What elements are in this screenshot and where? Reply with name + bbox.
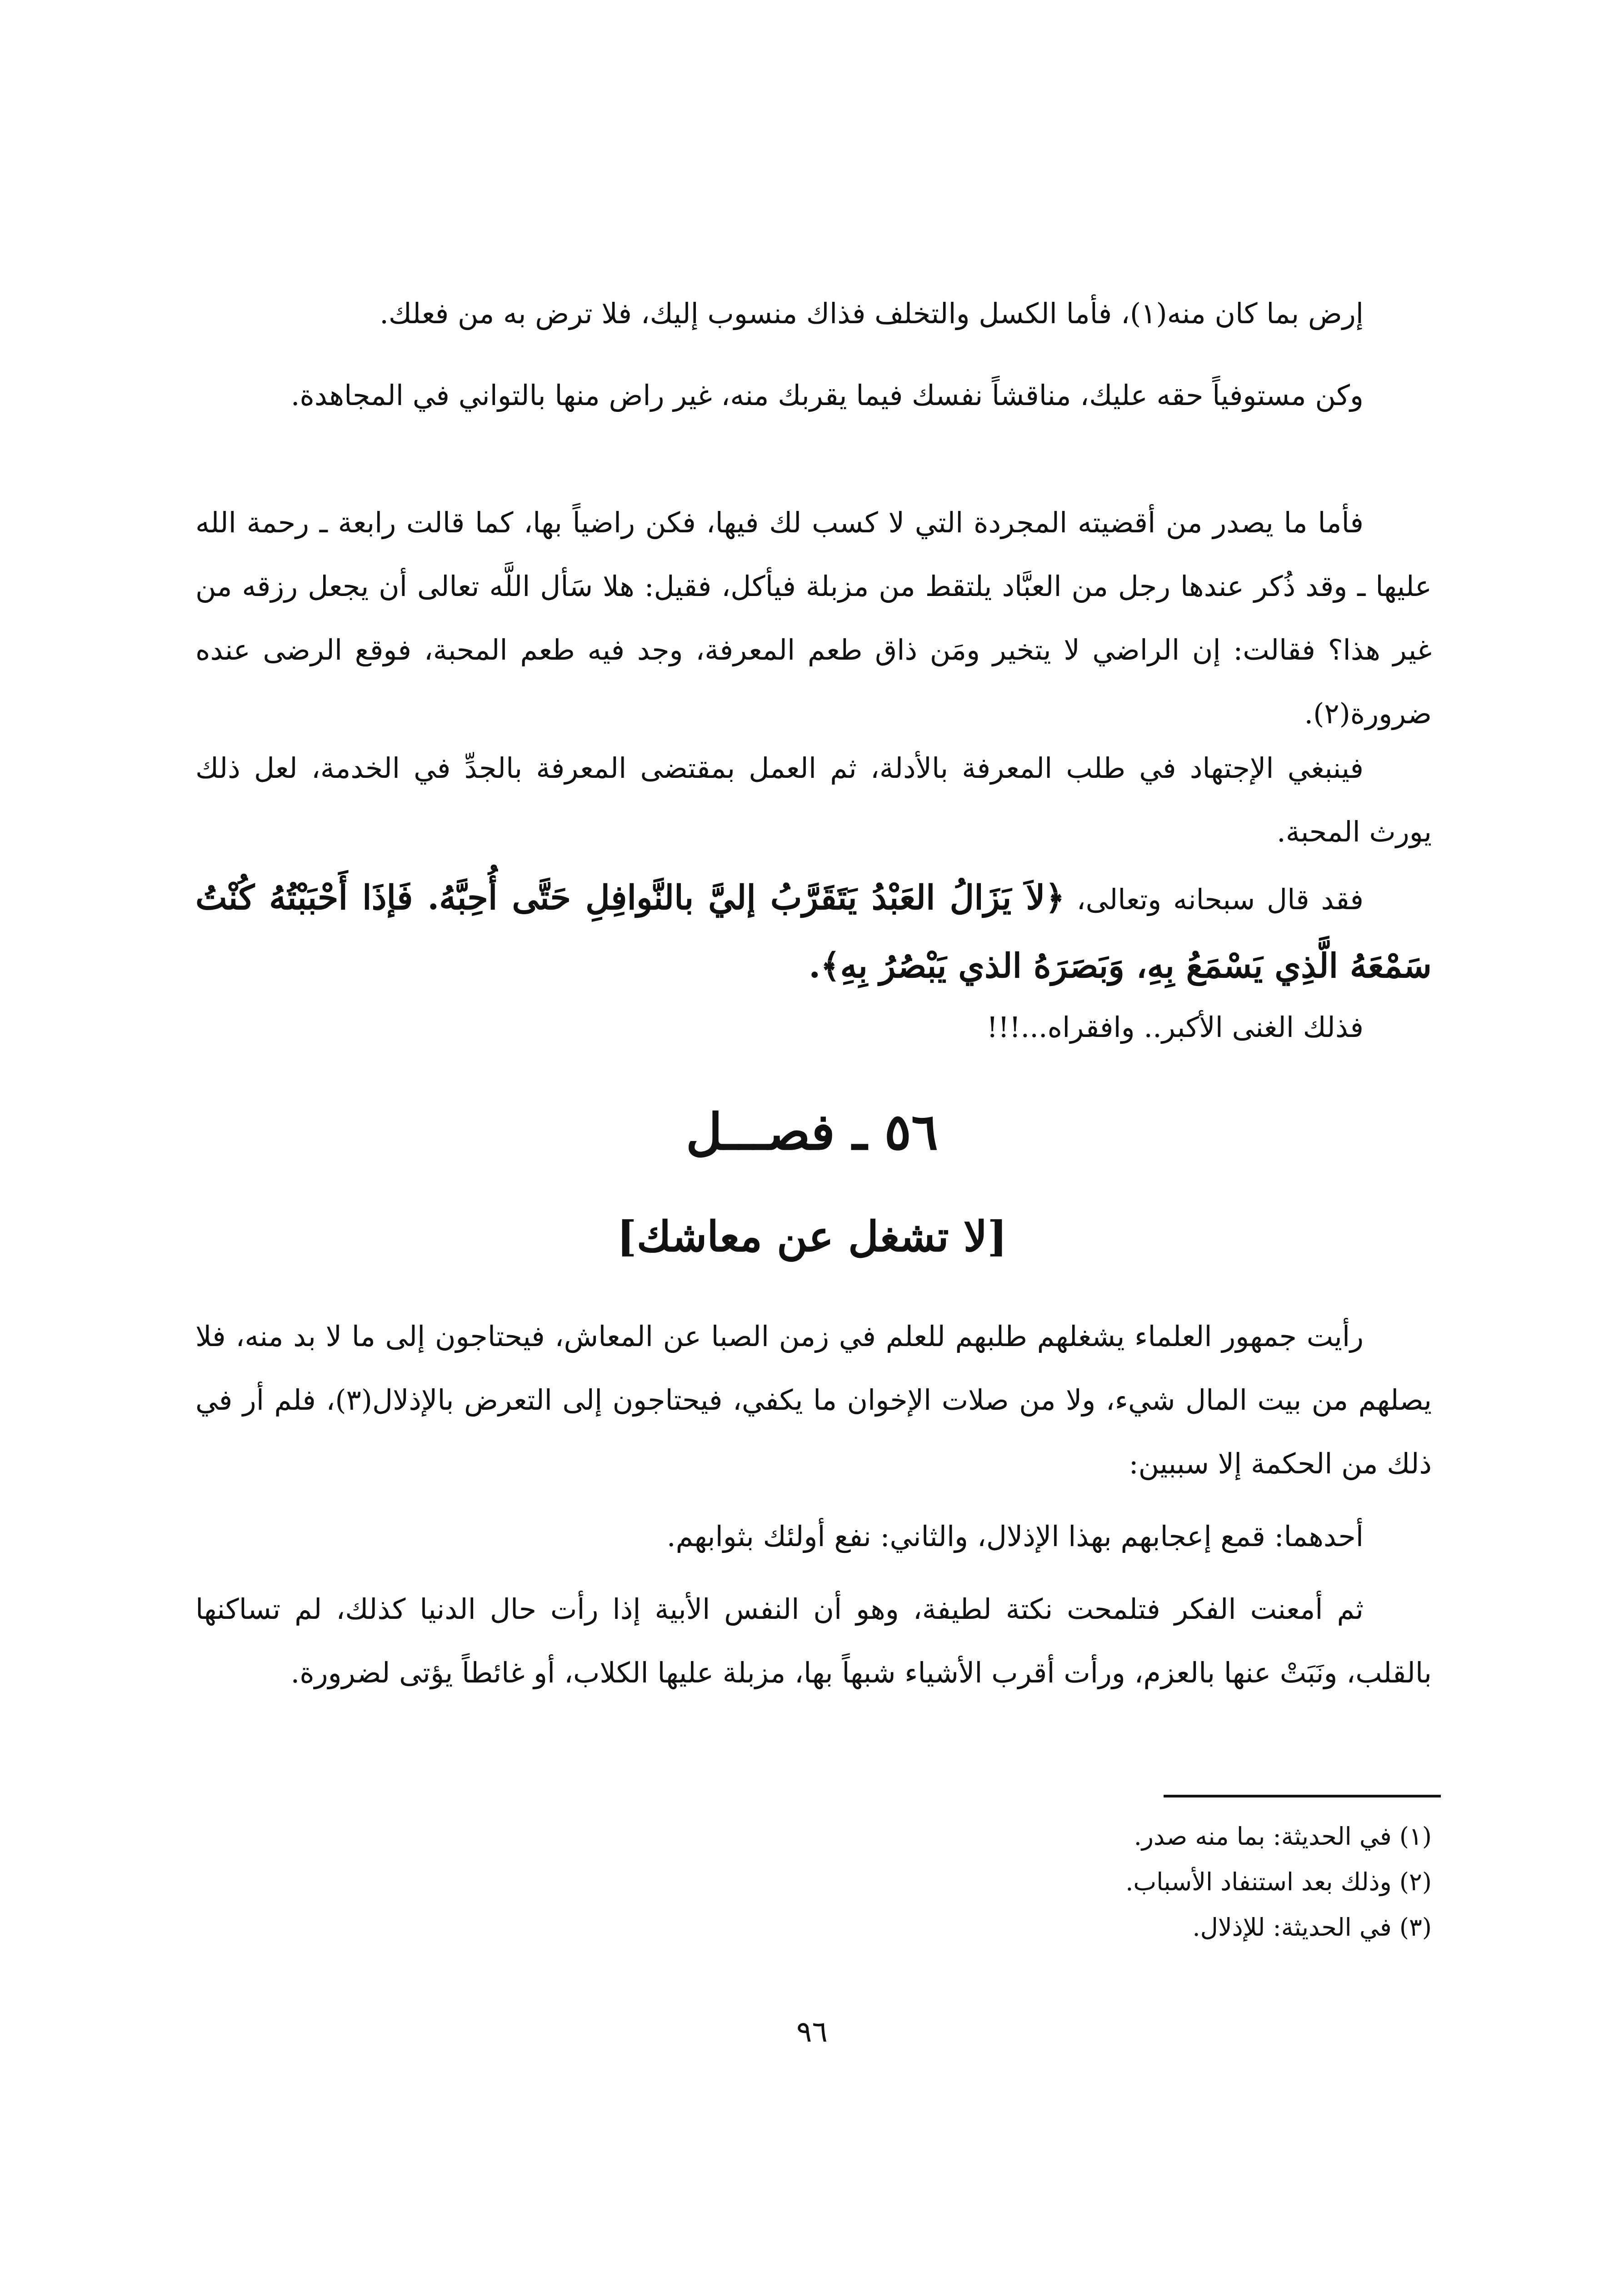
- footnote-1: (١) في الحديثة: بما منه صدر.: [1134, 1822, 1432, 1851]
- section-title: [لا تشغل عن معاشك]: [617, 1212, 1007, 1261]
- paragraph-1-text: إرض بما كان منه(١)، فأما الكسل والتخلف فذاك منسوب إليك، فلا ترض به من فعلك.: [380, 297, 1364, 330]
- footnote-3: (٣) في الحديثة: للإذلال.: [1192, 1913, 1432, 1942]
- quote-intro: فقد قال سبحانه وتعالى،: [1076, 883, 1364, 916]
- paragraph-2: [195, 364, 1432, 427]
- hadith-quote: ﴿لاَ يَزَالُ العَبْدُ يَتَقَرَّبُ إليَّ بالنَّوافِلِ حَتَّى أُحِبَّهُ. فَإذَا أَحْبَبْتُهُ كُنْتُ سَمْعَهُ الَّذِي يَسْمَعُ بِهِ، وَبَصَرَهُ الذي يَبْصُرُ بِهِ﴾.: [195, 878, 1432, 986]
- section-heading: ٥٦ ـ فصـــل: [686, 1102, 938, 1161]
- footnote-2: (٢) وذلك بعد استنفاد الأسباب.: [1125, 1867, 1432, 1896]
- section-paragraph-1-text: رأيت جمهور العلماء يشغلهم طلبهم للعلم في زمن الصبا عن المعاش، فيحتاجون إلى ما لا بد منه، فلا يصلهم من بيت المال شيء، ولا من صلات الإخوان ما يكفي، فيحتاجون إلى التعرض بالإذلال(٣)، فلم أر في ذلك من الحكمة إلا سببين:: [195, 1320, 1432, 1480]
- section-paragraph-2: [195, 1505, 1432, 1568]
- paragraph-2-text: وكن مستوفياً حقه عليك، مناقشاً نفسك فيما يقربك منه، غير راض منها بالتواني في المجاهدة.: [290, 379, 1364, 412]
- section-paragraph-3-text: ثم أمعنت الفكر فتلمحت نكتة لطيفة، وهو أن النفس الأبية إذا رأت حال الدنيا كذلك، لم تساكنها بالقلب، ونَبَتْ عنها بالعزم، ورأت أقرب الأشياء شبهاً بها، مزبلة عليها الكلاب، أو غائطاً يؤتى لضرورة.: [195, 1592, 1432, 1689]
- closing-line-text: فذلك الغنى الأكبر.. وافقراه...!!!: [986, 1011, 1364, 1044]
- paragraph-3: [195, 491, 1432, 746]
- section-paragraph-1: [195, 1305, 1432, 1496]
- closing-line: [195, 996, 1432, 1059]
- footnotes: [195, 1814, 1432, 1950]
- page-number: ٩٦: [796, 2015, 828, 2049]
- quote-paragraph: [195, 864, 1432, 1000]
- footnote-divider: [1164, 1795, 1441, 1797]
- section-paragraph-2-text: أحدهما: قمع إعجابهم بهذا الإذلال، والثاني: نفع أولئك بثوابهم.: [666, 1520, 1364, 1553]
- paragraph-3-text: فأما ما يصدر من أقضيته المجردة التي لا كسب لك فيها، فكن راضياً بها، كما قالت رابعة ـ رحمة الله عليها ـ وقد ذُكر عندها رجل من العبَّاد يلتقط من مزبلة فيأكل، فقيل: هلا سَأل اللَّه تعالى أن يجعل رزقه من غير هذا؟ فقالت: إن الراضي لا يتخير ومَن ذاق طعم المعرفة، وجد فيه طعم المحبة، فوقع الرضى عنده ضرورة(٢).: [195, 506, 1432, 730]
- paragraph-4: [195, 736, 1432, 864]
- paragraph-4-text: فينبغي الإجتهاد في طلب المعرفة بالأدلة، ثم العمل بمقتضى المعرفة بالجدِّ في الخدمة، لعل ذلك يورث المحبة.: [195, 751, 1432, 848]
- section-paragraph-3: [195, 1577, 1432, 1705]
- paragraph-1: [195, 282, 1432, 345]
